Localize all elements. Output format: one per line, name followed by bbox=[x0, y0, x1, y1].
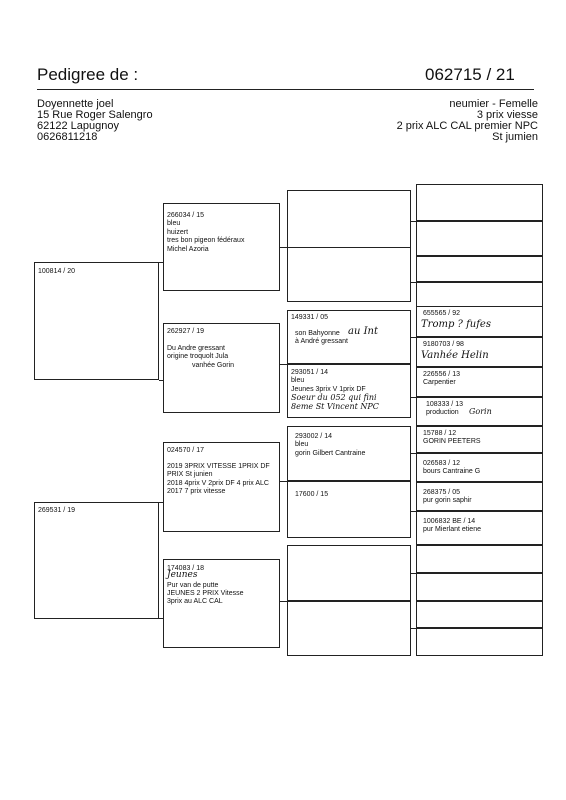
owner-name: Doyennette joel bbox=[37, 98, 114, 110]
connector-line bbox=[411, 337, 416, 338]
gen3-box-2 bbox=[287, 247, 411, 302]
owner-address: 15 Rue Roger Salengro bbox=[37, 109, 153, 121]
gen4-g-ring: 268375 / 05 bbox=[423, 489, 460, 496]
gen4-a-box bbox=[416, 306, 543, 337]
connector-line bbox=[411, 453, 416, 454]
gen3-box-8 bbox=[287, 601, 411, 656]
gen3-dsd-box bbox=[287, 481, 411, 538]
gen3-sdd-line: Jeunes 3prix V 1prix DF bbox=[291, 385, 366, 393]
gen3-box-1 bbox=[287, 190, 411, 248]
connector-line bbox=[280, 601, 287, 602]
gen4-d-handwritten: Gorin bbox=[469, 407, 492, 416]
bird-line-2: 3 prix viesse bbox=[476, 109, 538, 121]
gen2-ds-line: 2019 3PRIX VITESSE 1PRIX DF bbox=[167, 463, 270, 470]
gen3-box-7 bbox=[287, 545, 411, 601]
gen4-a-ring: 655565 / 92 bbox=[423, 310, 460, 317]
connector-line bbox=[280, 364, 287, 365]
gen4-h-ring: 1006832 BE / 14 bbox=[423, 518, 476, 525]
gen4-e-ring: 15788 / 12 bbox=[423, 430, 457, 437]
gen2-dd-line: JEUNES 2 PRIX Vitesse bbox=[167, 589, 244, 597]
gen2-ss-ring: 266034 / 15 bbox=[167, 212, 204, 219]
gen4-empty-box bbox=[416, 221, 543, 256]
connector-line bbox=[159, 262, 163, 263]
gen4-d-ring: 108333 / 13 bbox=[426, 401, 463, 408]
gen4-f-box bbox=[416, 453, 543, 482]
gen4-d-line: production bbox=[426, 409, 459, 417]
gen4-empty-box bbox=[416, 573, 543, 601]
gen3-dss-line: gorin Gilbert Cantraine bbox=[295, 449, 366, 457]
gen2-ds-line: 2017 7 prix vitesse bbox=[167, 488, 226, 496]
owner-city: 62122 Lapugnoy bbox=[37, 120, 119, 132]
gen4-f-ring: 026583 / 12 bbox=[423, 460, 460, 467]
gen4-empty-box bbox=[416, 628, 543, 656]
gen2-sd-line: vanhée Gorin bbox=[192, 361, 235, 369]
gen3-sdd-box bbox=[287, 364, 411, 418]
gen4-empty-box bbox=[416, 184, 543, 221]
connector-line bbox=[411, 397, 416, 398]
page-title: Pedigree de : bbox=[37, 65, 139, 84]
gen4-empty-box bbox=[416, 545, 543, 573]
gen4-b-box bbox=[416, 337, 543, 367]
connector-line bbox=[411, 511, 416, 512]
gen2-ds-ring: 024570 / 17 bbox=[167, 447, 204, 454]
gen3-dsd-ring: 17600 / 15 bbox=[295, 491, 329, 498]
gen2-dd-line: 3prix au ALC CAL bbox=[167, 598, 223, 606]
gen4-b-handwritten: Vanhée Helin bbox=[421, 350, 489, 361]
gen3-sds-line: à André gressant bbox=[295, 338, 348, 346]
gen2-ss-line: Michel Azoria bbox=[167, 245, 209, 253]
connector-line bbox=[159, 380, 163, 381]
owner-phone: 0626811218 bbox=[37, 131, 98, 143]
gen4-b-ring: 9180703 / 98 bbox=[423, 341, 464, 348]
gen2-dd-box bbox=[163, 559, 280, 648]
gen2-ds-box bbox=[163, 442, 280, 532]
gen4-h-line: pur Mierlant etiene bbox=[423, 526, 481, 534]
gen4-a-handwritten: Tromp ? fufes bbox=[421, 319, 491, 330]
gen3-dss-line: bleu bbox=[295, 441, 309, 449]
gen2-sd-box bbox=[163, 323, 280, 413]
gen2-ss-box bbox=[163, 203, 280, 291]
connector-line bbox=[411, 628, 416, 629]
bird-line-1: neumier - Femelle bbox=[449, 98, 538, 110]
gen3-dss-box bbox=[287, 426, 411, 481]
gen4-g-line: pur gorin saphir bbox=[423, 497, 472, 505]
gen4-e-box bbox=[416, 426, 543, 453]
gen3-sds-box bbox=[287, 310, 411, 364]
gen4-d-box bbox=[416, 397, 543, 426]
gen2-sd-ring: 262927 / 19 bbox=[167, 328, 204, 335]
gen1-sire-box bbox=[34, 262, 159, 380]
connector-line bbox=[411, 282, 416, 283]
gen3-sdd-ring: 293051 / 14 bbox=[291, 369, 328, 376]
connector-line bbox=[159, 618, 163, 619]
connector-line bbox=[280, 481, 287, 482]
gen2-ds-line: 2018 4prix V 2prix DF 4 prix ALC bbox=[167, 479, 269, 487]
gen4-e-line: GORIN PEETERS bbox=[423, 438, 481, 446]
gen4-empty-box bbox=[416, 256, 543, 282]
connector-line bbox=[159, 502, 163, 503]
gen4-f-line: bours Cantraine G bbox=[423, 468, 481, 476]
connector-line bbox=[280, 247, 287, 248]
gen4-c-ring: 226556 / 13 bbox=[423, 371, 460, 378]
bird-line-4: St jumien bbox=[492, 131, 538, 143]
connector-line bbox=[411, 573, 416, 574]
gen4-g-box bbox=[416, 482, 543, 511]
gen3-sdd-line: bleu bbox=[291, 377, 305, 385]
gen3-sdd-handwritten: Soeur du 052 qui fini bbox=[291, 393, 377, 402]
connector-line bbox=[411, 221, 416, 222]
gen3-sds-handwritten: au Int bbox=[348, 326, 378, 337]
gen1-sire-ring: 100814 / 20 bbox=[38, 268, 75, 275]
gen4-c-box bbox=[416, 367, 543, 397]
gen3-sds-ring: 149331 / 05 bbox=[291, 314, 328, 321]
gen2-ss-line: huizert bbox=[167, 228, 189, 236]
gen3-sds-line: son Bahyonne bbox=[295, 330, 340, 337]
gen2-ss-line: bleu bbox=[167, 220, 181, 228]
gen1-dam-ring: 269531 / 19 bbox=[38, 507, 75, 514]
gen2-dd-ring: 174083 / 18 bbox=[167, 565, 204, 572]
bird-line-3: 2 prix ALC CAL premier NPC bbox=[396, 120, 538, 132]
gen2-sd-line: origine troquolt Jula bbox=[167, 353, 229, 361]
gen1-dam-box bbox=[34, 502, 159, 619]
gen2-sd-line: Du Andre gressant bbox=[167, 345, 225, 352]
gen2-dd-line: Pur van de putte bbox=[167, 581, 219, 589]
gen2-ds-line: PRIX St junien bbox=[167, 471, 213, 479]
gen2-ss-line: tres bon pigeon fédéraux bbox=[167, 237, 245, 245]
gen3-dss-ring: 293002 / 14 bbox=[295, 433, 332, 440]
gen4-empty-box bbox=[416, 601, 543, 628]
gen4-c-line: Carpentier bbox=[423, 379, 456, 387]
ring-number: 062715 / 21 bbox=[425, 65, 515, 84]
gen4-h-box bbox=[416, 511, 543, 545]
header-rule bbox=[37, 89, 534, 90]
gen3-sdd-handwritten: 8eme St Vincent NPC bbox=[291, 402, 379, 411]
gen2-dd-handwritten: Jeunes bbox=[167, 570, 198, 580]
